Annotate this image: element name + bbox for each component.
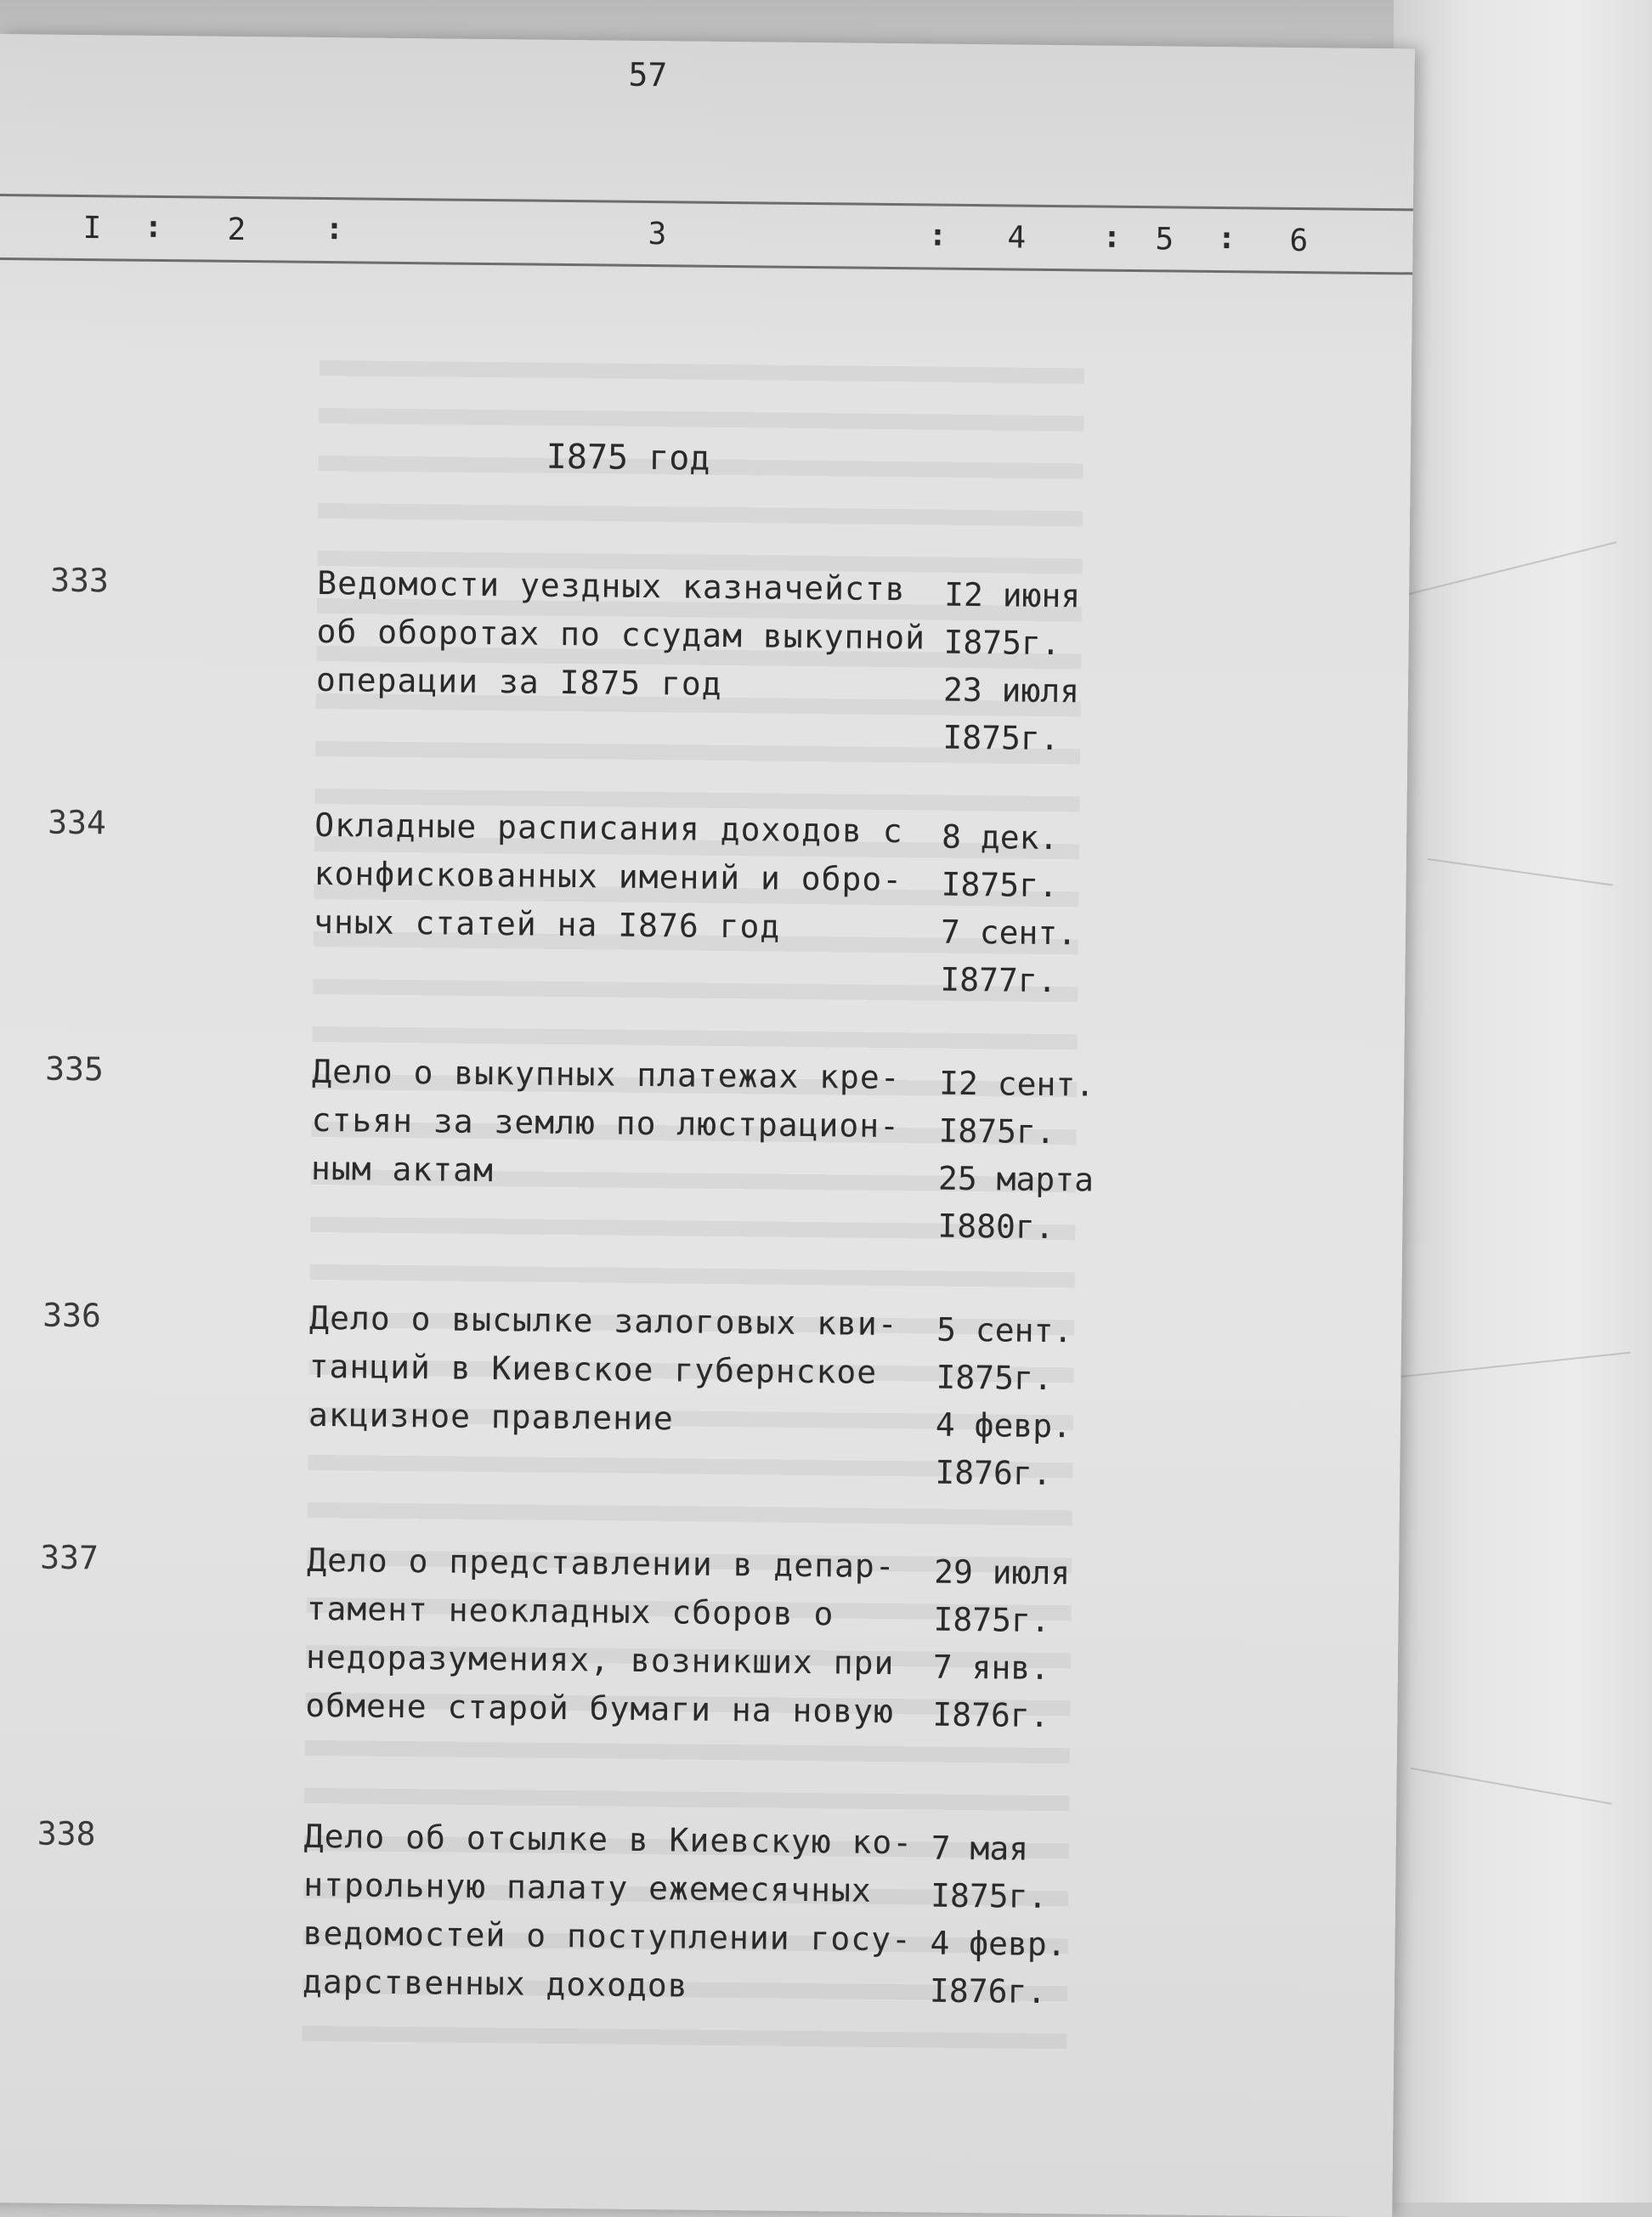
date-line: I876г. [932,1695,1049,1735]
date-line: 7 янв. [932,1648,1050,1688]
underlying-sheet [1394,0,1652,2203]
entry-title [303,1818,916,2018]
entry-number: 338 [37,1814,96,1853]
entry-title-line: Дело об отсылке в Киевскую ко- [303,1817,914,1862]
entry-dates [940,818,1146,1011]
date-line: 7 мая [931,1829,1029,1868]
entry-title-line: Окладные расписания доходов с [314,806,903,851]
date-line: 7 сент. [940,913,1078,953]
date-line: 25 марта [937,1159,1095,1199]
date-line: I875г. [933,1600,1051,1640]
entry-title-line: акцизное правление [308,1395,675,1438]
entry-number: 335 [45,1049,105,1089]
column-label-6: 6 [1289,223,1309,259]
date-line: 8 дек. [941,817,1059,857]
column-label-3: 3 [648,216,667,252]
date-line: I875г. [942,718,1060,758]
date-line: I875г. [938,1111,1056,1151]
entry-title-line: конфискованных имений и обро- [314,854,903,899]
date-line: 5 сент. [936,1310,1073,1350]
date-line: 4 февр. [930,1924,1066,1964]
date-line: 23 июля [942,670,1080,710]
date-line: 4 февр. [935,1405,1072,1445]
column-label-5: 5 [1155,222,1174,257]
date-line: I875г. [930,1876,1048,1916]
entry-title-line: операции за I875 год [315,660,722,703]
entry-title [316,564,930,716]
entry-title-line: чных статей на I876 год [313,902,781,946]
date-line: I876г. [935,1453,1052,1493]
entry-title-line: Дело о представлении в депар- [306,1541,896,1586]
column-header-band [0,194,1413,274]
entry-title-line: танций в Киевское губернское [308,1347,878,1391]
entry-number: 334 [48,803,107,842]
entry-title-line: ведомостей о поступлении госу- [303,1914,913,1959]
entry-title-line: Дело о высылке залоговых кви- [308,1298,898,1343]
column-separator: : [928,218,948,253]
entry-number: 333 [50,561,110,600]
entry-title [308,1299,922,1451]
document-page [0,34,1415,2217]
entry-title [314,806,927,959]
entry-title-line: стьян за землю по люстрацион- [311,1100,901,1145]
date-line: I875г. [941,865,1059,905]
column-separator: : [1102,219,1122,255]
date-line: I880г. [937,1207,1055,1247]
entry-number: 336 [42,1296,102,1335]
column-label-4: 4 [1007,220,1027,256]
date-line: I2 июня [943,575,1081,615]
date-line: 29 июля [933,1552,1071,1592]
entry-dates [942,576,1148,769]
entry-number: 337 [40,1538,99,1577]
year-heading: I875 год [546,437,710,478]
date-line: I875г. [943,623,1061,663]
entry-dates [935,1311,1140,1504]
date-line: I875г. [936,1358,1054,1398]
date-line: I2 сент. [938,1064,1095,1104]
entry-title-line: об оборотах по ссудам выкупной [316,612,926,657]
column-separator: : [144,209,163,246]
entry-title-line: нтрольную палату ежемесячных [303,1865,873,1909]
entry-dates [932,1553,1138,1746]
entry-title-line: недоразумениях, возникших при [305,1637,895,1683]
page-number: 57 [628,55,668,94]
column-label-2: 2 [227,212,246,248]
column-separator: : [1217,221,1236,257]
entry-title [311,1053,925,1205]
entry-title-line: Ведомости уездных казначейств [317,563,906,608]
entry-title-line: Дело о выкупных платежах кре- [312,1052,901,1097]
entry-title-line: ным актам [310,1149,495,1190]
entry-title-line: обмене старой бумаги на новую [305,1686,895,1731]
entry-title-line: дарственных доходов [302,1962,688,2005]
entry-title [305,1541,919,1742]
date-line: I876г. [929,1971,1047,2011]
entry-dates [930,1830,1135,2022]
column-label-1: I [82,211,102,246]
entry-title-line: тамент неокладных сборов о [306,1589,834,1633]
date-line: I877г. [940,960,1057,1000]
entry-dates [937,1065,1143,1258]
column-separator: : [325,212,344,247]
